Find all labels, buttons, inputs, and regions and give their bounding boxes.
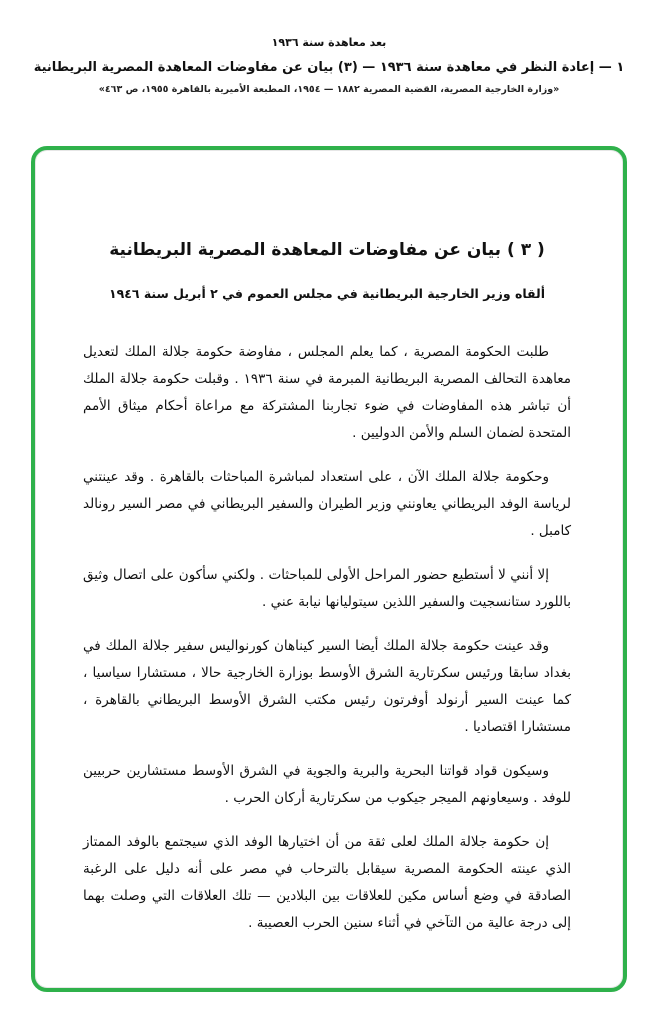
document-body — [83, 339, 571, 937]
citation-header — [0, 0, 658, 95]
document-scan-frame — [31, 146, 627, 992]
document-title: ( ٣ ) بيان عن مفاوضات المعاهدة المصرية البريطانية — [109, 240, 545, 260]
paragraph: إلا أنني لا أستطيع حضور المراحل الأولى للمباحثات . ولكني سأكون على اتصال وثيق باللورد ستانسجيت والسفير اللذين سيتوليانها نيابة عني . — [83, 567, 571, 610]
citation-line-1: بعد معاهدة سنة ١٩٣٦ — [271, 36, 387, 49]
paragraph: إن حكومة جلالة الملك لعلى ثقة من أن اختيارها الوفد الذي سيجتمع بالوفد الممتاز الذي عينته الحكومة المصرية سيقابل بالترحاب في مصر على أنه دليل على الرغبة الصادقة في وضع أساس مكين للعلاقات بين البلادين — تلك العلاقات التي وصلت بهما إلى درجة عالية من التآخي في أثناء سنين الحرب العصيبة . — [83, 834, 571, 931]
citation-line-3: «وزارة الخارجية المصرية، القضية المصرية ١٨٨٢ — ١٩٥٤، المطبعة الأميرية بالقاهرة ١٩٥٥، ص ٤٦٣» — [98, 84, 560, 95]
paragraph: وسيكون قواد قواتنا البحرية والبرية والجوية في الشرق الأوسط مستشارين حربيين للوفد . وسيعاونهم الميجر جيكوب من سكرتارية أركان الحرب . — [83, 763, 571, 806]
paragraph: وقد عينت حكومة جلالة الملك أيضا السير كيناهان كورنواليس سفير جلالة الملك في بغداد سابقا ورئيس سكرتارية الشرق الأوسط بوزارة الخارجية حالا ، مستشارا سياسيا ، كما عينت السير أرنولد أوفرتون رئيس مكتب الشرق الأوسط البريطاني بالقاهرة ، مستشارا اقتصاديا . — [83, 638, 571, 735]
paragraph: طلبت الحكومة المصرية ، كما يعلم المجلس ، مفاوضة حكومة جلالة الملك لتعديل معاهدة التحالف المصرية البريطانية المبرمة في سنة ١٩٣٦ . وقبلت حكومة جلالة الملك أن تباشر هذه المفاوضات في ضوء تجاربنا المشتركة مع مراعاة أحكام ميثاق الأمم المتحدة لضمان السلم والأمن الدوليين . — [83, 344, 571, 441]
document-content — [35, 150, 623, 937]
paragraph: وحكومة جلالة الملك الآن ، على استعداد لمباشرة المباحثات بالقاهرة . وقد عينتني لرياسة الوفد البريطاني يعاونني وزير الطيران والسفير البريطاني في مصر السير رونالد كامبل . — [83, 469, 571, 539]
document-subtitle: ألقاه وزير الخارجية البريطانية في مجلس العموم في ٢ أبريل سنة ١٩٤٦ — [108, 286, 546, 301]
citation-line-2: ١ — إعادة النظر في معاهدة سنة ١٩٣٦ — (٣) بيان عن مفاوضات المعاهدة المصرية البريطانية — [33, 60, 625, 75]
